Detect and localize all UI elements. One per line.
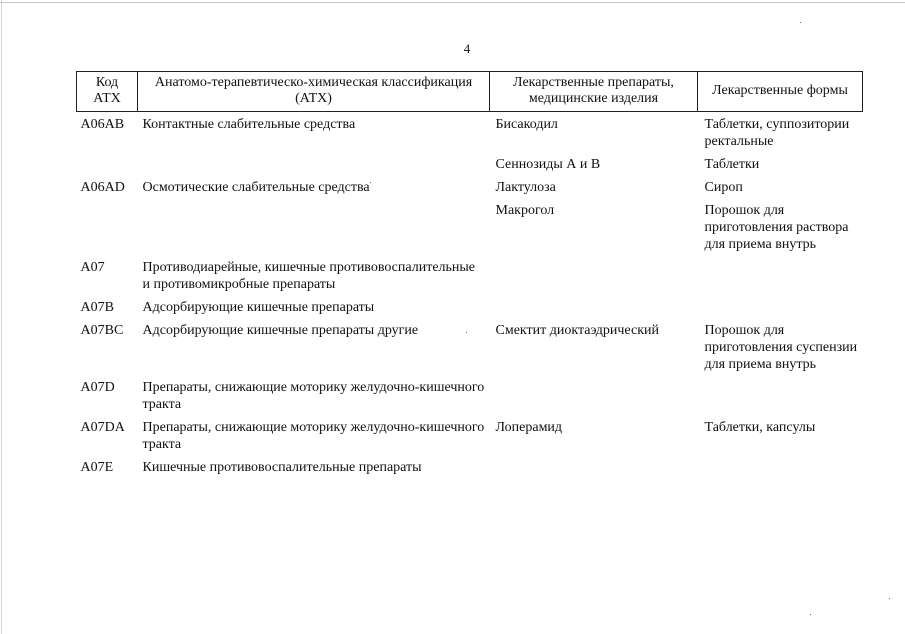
- row-code: A07: [80, 260, 105, 275]
- scan-speck: [466, 332, 467, 333]
- row-classification: Осмотические слабительные средства: [142, 180, 370, 195]
- header-forms: Лекарственные формы: [698, 72, 863, 112]
- row-code: A07D: [80, 380, 115, 395]
- row-code: A06AB: [80, 117, 125, 132]
- row-form: [698, 379, 863, 419]
- table-header-row: [77, 72, 863, 112]
- row-form: Порошок для приготовления суспензии для приема внутрь: [704, 323, 858, 372]
- table-row: [77, 112, 863, 157]
- scan-speck: [800, 22, 801, 23]
- row-drug: [490, 259, 698, 299]
- table-body: [77, 112, 863, 483]
- row-code: A07E: [80, 460, 114, 475]
- row-drug: Смектит диоктаэдрический: [495, 323, 659, 338]
- row-code: A07BC: [80, 323, 124, 338]
- header-drugs: Лекарственные препараты, медицинские изделия: [490, 72, 698, 112]
- row-classification: [138, 156, 490, 179]
- row-form: [698, 299, 863, 322]
- header-classification: Анатомо-терапевтическо-химическая классификация (АТХ): [138, 72, 490, 112]
- row-drug: [490, 459, 698, 482]
- scan-speck: [370, 182, 371, 183]
- row-drug: Макрогол: [495, 203, 555, 218]
- scan-speck: [889, 598, 890, 599]
- row-classification: [138, 202, 490, 259]
- scan-left-edge: [1, 0, 2, 634]
- scan-speck: [810, 614, 811, 615]
- row-drug: Бисакодил: [495, 117, 558, 132]
- table-header: [77, 72, 863, 112]
- row-drug: Сеннозиды А и В: [495, 157, 601, 172]
- row-form: Таблетки: [704, 157, 760, 172]
- table-row: [77, 299, 863, 322]
- atc-table: [76, 71, 863, 482]
- table-row: [77, 259, 863, 299]
- row-drug: Лоперамид: [495, 420, 563, 435]
- row-classification: Адсорбирующие кишечные препараты: [142, 300, 375, 315]
- row-code: [77, 202, 138, 259]
- row-classification: Адсорбирующие кишечные препараты другие: [142, 323, 419, 338]
- table-row: [77, 459, 863, 482]
- row-form: Таблетки, суппозитории ректальные: [704, 117, 850, 149]
- row-classification: Препараты, снижающие моторику желудочно-кишечного тракта: [142, 380, 485, 412]
- table-row: [77, 202, 863, 259]
- row-form: Порошок для приготовления раствора для приема внутрь: [704, 203, 849, 252]
- row-code: A06AD: [80, 180, 125, 195]
- page-number: 4: [463, 41, 471, 56]
- row-code: A07DA: [80, 420, 125, 435]
- row-form: Сироп: [704, 180, 743, 195]
- row-form: [698, 259, 863, 299]
- row-drug: [490, 299, 698, 322]
- row-code: A07B: [80, 300, 114, 315]
- row-classification: Противодиарейные, кишечные противовоспалительные и противомикробные препараты: [142, 260, 476, 292]
- table-row: [77, 419, 863, 459]
- scan-top-line: [0, 2, 905, 3]
- table-row: [77, 379, 863, 419]
- row-classification: Контактные слабительные средства: [142, 117, 356, 132]
- table-row: [77, 179, 863, 202]
- table-row: [77, 156, 863, 179]
- row-drug: Лактулоза: [495, 180, 556, 195]
- row-form: Таблетки, капсулы: [704, 420, 816, 435]
- header-code: Код АТХ: [77, 72, 138, 112]
- row-code: [77, 156, 138, 179]
- row-form: [698, 459, 863, 482]
- table-row: [77, 322, 863, 379]
- row-drug: [490, 379, 698, 419]
- row-classification: Кишечные противовоспалительные препараты: [142, 460, 422, 475]
- row-classification: Препараты, снижающие моторику желудочно-кишечного тракта: [142, 420, 485, 452]
